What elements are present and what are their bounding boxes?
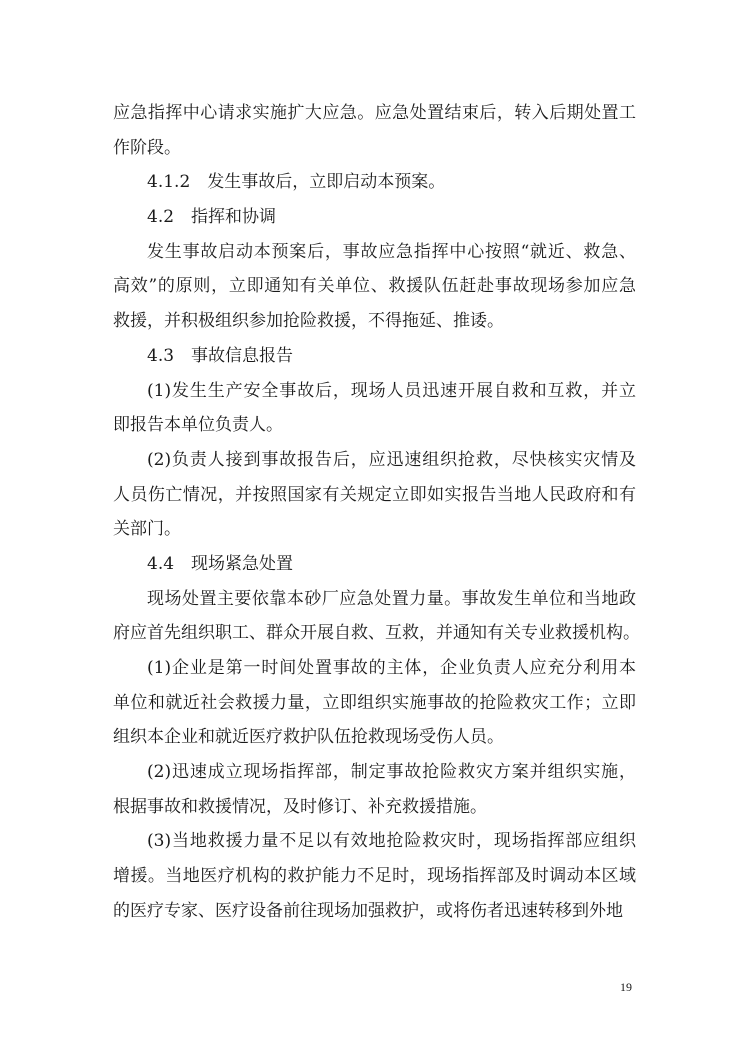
text-line: 现场处置主要依靠本砂厂应急处置力量。事故发生单位和当地政 xyxy=(147,588,636,609)
text-line: 人员伤亡情况，并按照国家有关规定立即如实报告当地人民政府和有 xyxy=(113,484,636,505)
text-line: 组织本企业和就近医疗救护队伍抢救现场受伤人员。 xyxy=(113,727,504,748)
text-line: 应急指挥中心请求实施扩大应急。应急处置结束后，转入后期处置工 xyxy=(113,103,636,123)
text-line: 4.1.2 发生事故后，立即启动本预案。 xyxy=(147,172,446,193)
text-line: 增援。当地医疗机构的救护能力不足时，现场指挥部及时调动本区域 xyxy=(113,866,636,887)
text-line: 根据事故和救援情况，及时修订、补充救援措施。 xyxy=(113,796,487,817)
text-line: 发生事故启动本预案后，事故应急指挥中心按照“就近、救急、 xyxy=(147,241,636,262)
text-line: 关部门。 xyxy=(113,519,181,540)
page-number: 19 xyxy=(620,980,632,994)
text-line: 的医疗专家、医疗设备前往现场加强救护，或将伤者迅速转移到外地 xyxy=(113,900,623,921)
text-line: 府应首先组织职工、群众开展自救、互救，并通知有关专业救援机构。 xyxy=(113,623,640,644)
text-line: 救援，并积极组织参加抢险救援，不得拖延、推诿。 xyxy=(113,311,504,332)
text-line: (1)发生生产安全事故后，现场人员迅速开展自救和互救，并立 xyxy=(147,380,636,401)
text-line: 即报告本单位负责人。 xyxy=(113,415,283,436)
text-line: (3)当地救援力量不足以有效地抢险救灾时，现场指挥部应组织 xyxy=(147,831,636,852)
text-line: 4.3 事故信息报告 xyxy=(147,345,294,366)
text-line: (1)企业是第一时间处置事故的主体，企业负责人应充分利用本 xyxy=(147,658,636,678)
document-body xyxy=(113,96,640,929)
text-line: 作阶段。 xyxy=(113,137,181,158)
text-line: (2)负责人接到事故报告后，应迅速组织抢救，尽快核实灾情及 xyxy=(147,449,636,470)
text-line: 4.2 指挥和协调 xyxy=(147,207,277,228)
text-line: (2)迅速成立现场指挥部，制定事故抢险救灾方案并组织实施， xyxy=(147,762,636,783)
text-line: 高效”的原则，立即通知有关单位、救援队伍赶赴事故现场参加应急 xyxy=(113,276,636,297)
text-line: 单位和就近社会救援力量，立即组织实施事故的抢险救灾工作；立即 xyxy=(113,692,636,713)
text-line: 4.4 现场紧急处置 xyxy=(147,553,294,574)
